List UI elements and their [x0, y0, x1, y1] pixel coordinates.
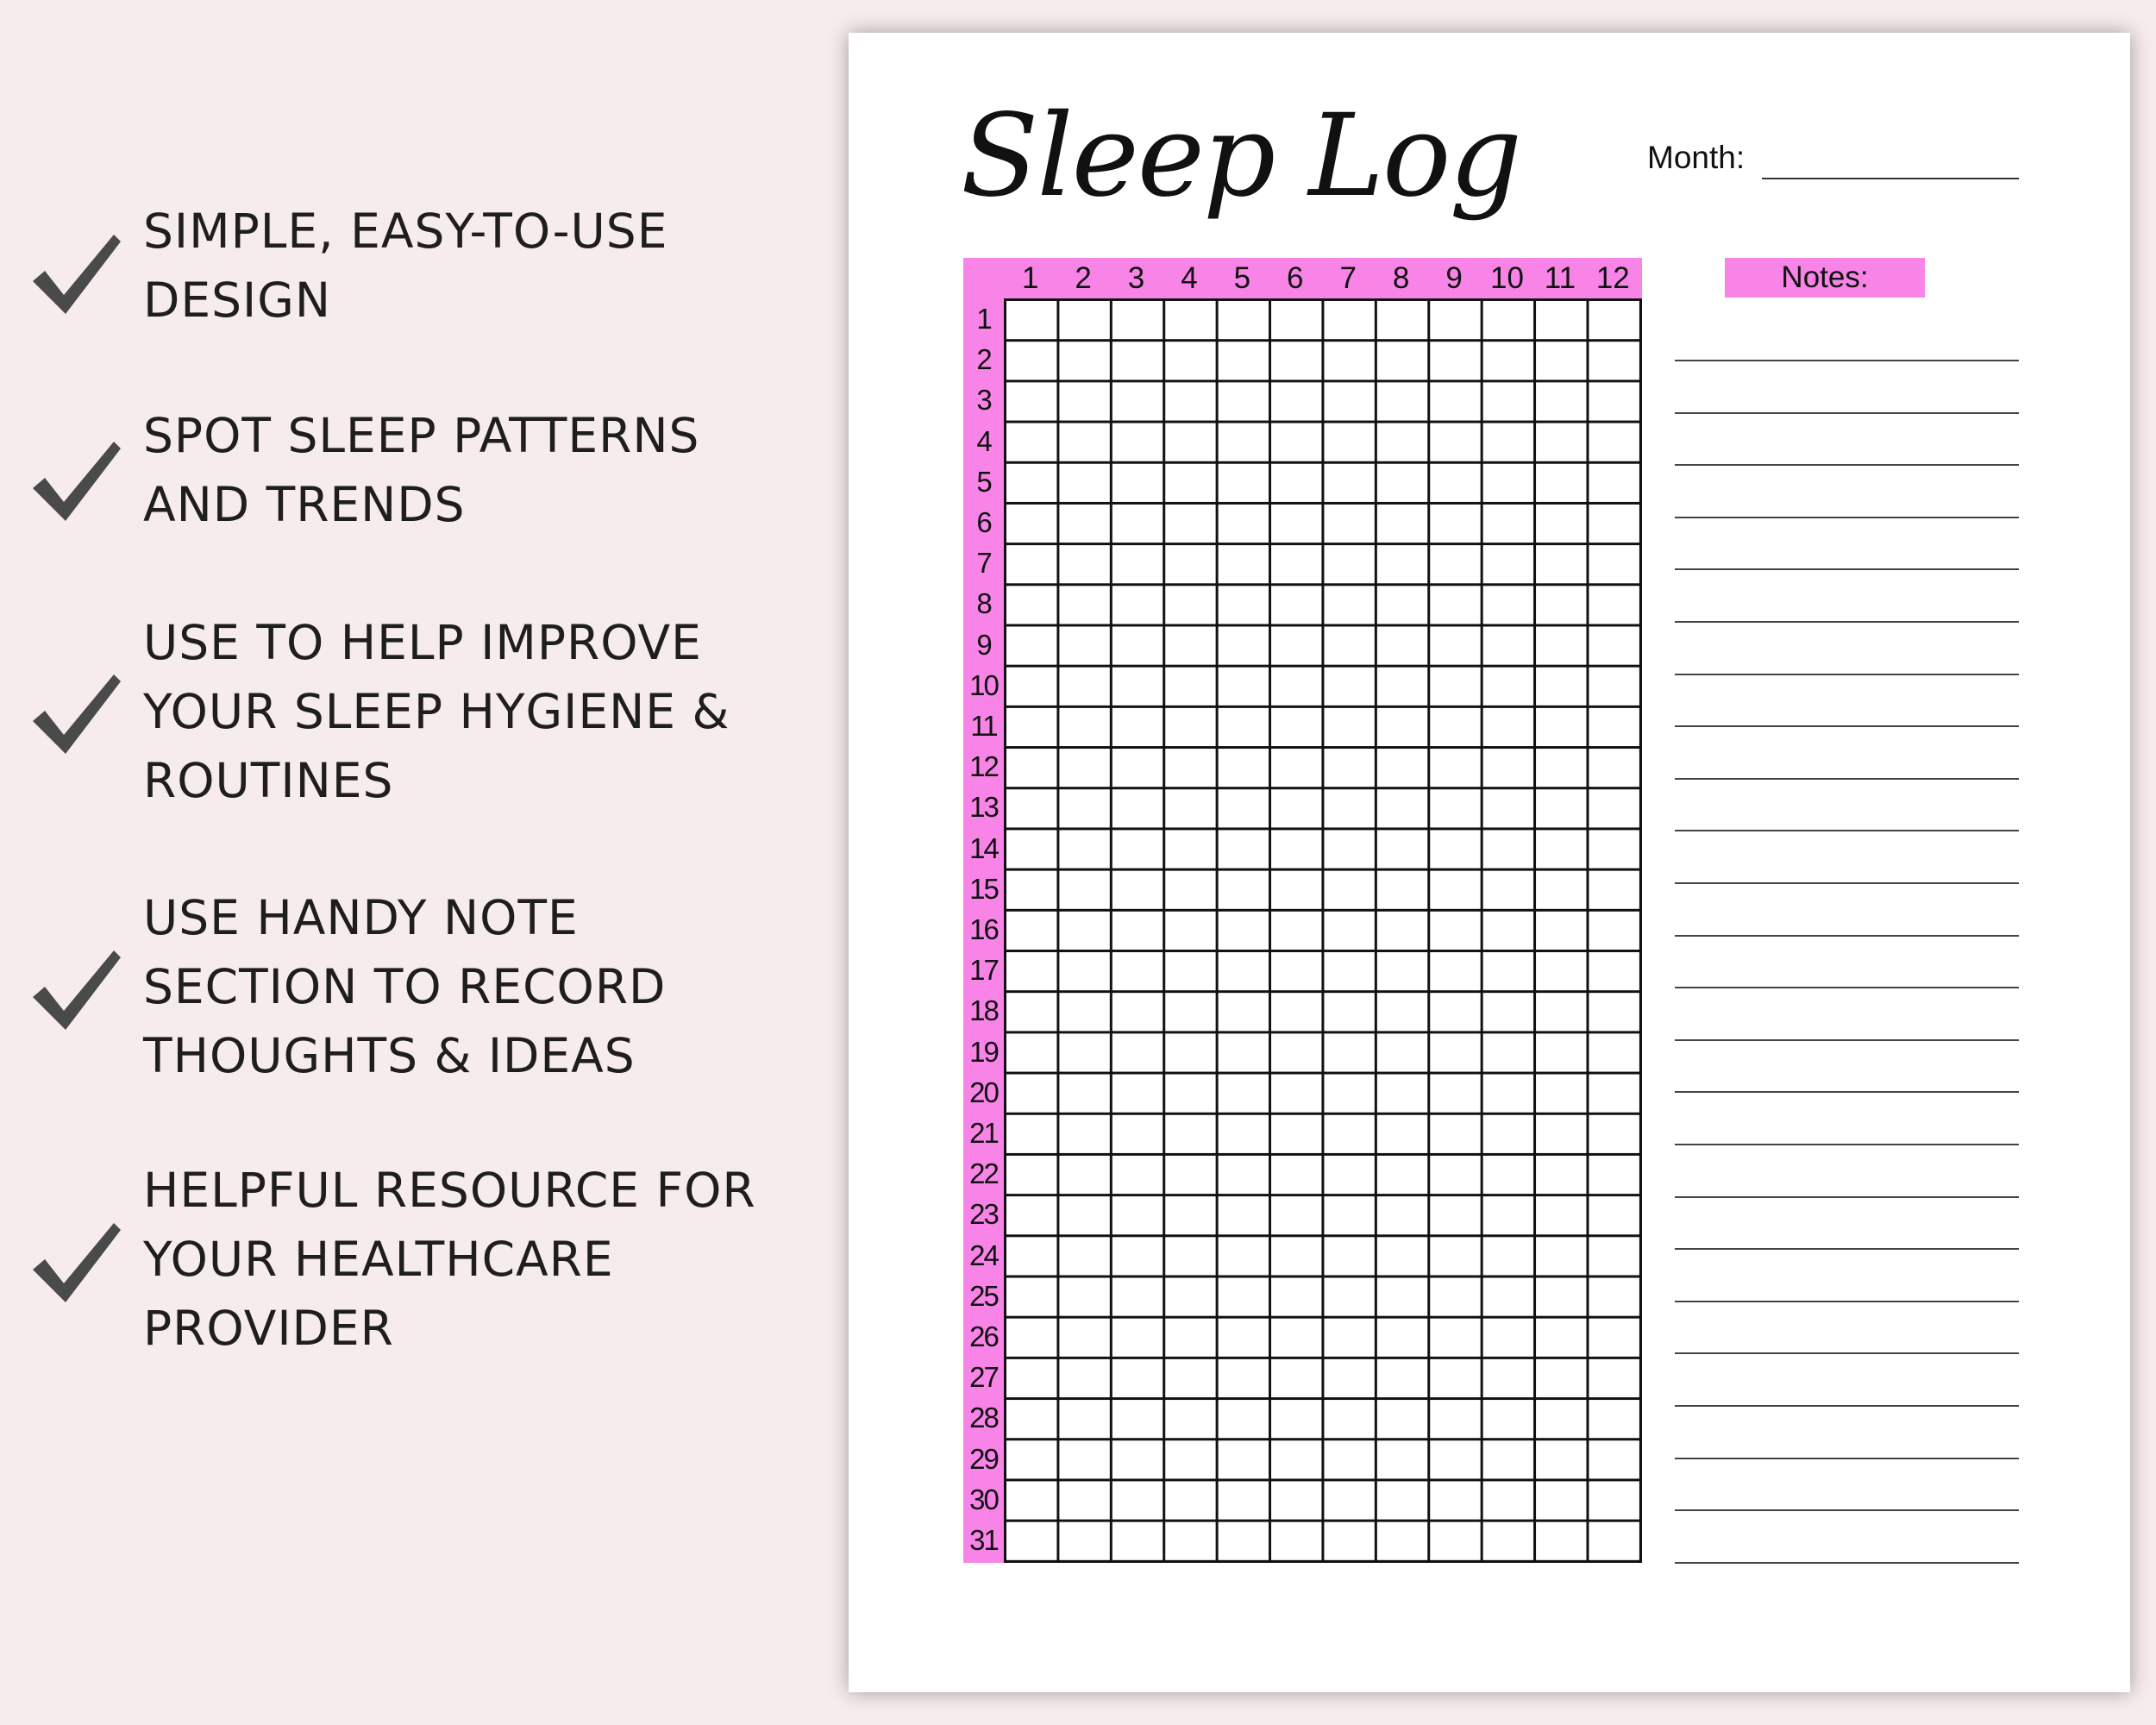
checkmark-icon — [29, 1220, 124, 1306]
note-line — [1675, 1405, 2019, 1407]
grid-row-label: 20 — [969, 1076, 998, 1108]
note-line — [1675, 517, 2019, 518]
note-line — [1675, 674, 2019, 675]
grid-row-label: 25 — [969, 1279, 998, 1312]
grid-column-label: 9 — [1445, 261, 1463, 295]
grid-row-label: 29 — [969, 1442, 998, 1475]
feature-text-line: YOUR HEALTHCARE — [143, 1232, 614, 1287]
grid-row-label: 21 — [969, 1117, 998, 1149]
grid-row-label: 7 — [976, 547, 991, 580]
grid-column-label: 2 — [1075, 261, 1092, 295]
feature-text-line: THOUGHTS & IDEAS — [143, 1028, 636, 1083]
grid-column-label: 5 — [1233, 261, 1251, 295]
grid-row-label: 14 — [969, 831, 998, 864]
feature-text — [143, 401, 833, 539]
grid-row-label: 28 — [969, 1402, 998, 1434]
grid-row-label: 9 — [976, 628, 991, 661]
grid-row-label: 24 — [969, 1239, 998, 1271]
note-line — [1675, 882, 2019, 884]
note-line — [1675, 1301, 2019, 1302]
grid-column-label: 1 — [1021, 261, 1039, 295]
note-line — [1675, 830, 2019, 831]
grid-row-label: 15 — [969, 872, 998, 905]
note-line — [1675, 568, 2019, 570]
note-line — [1675, 778, 2019, 780]
grid-column-label: 10 — [1489, 261, 1524, 295]
grid-row-label: 6 — [976, 506, 991, 538]
grid-row-label: 23 — [969, 1198, 998, 1231]
sleep-grid — [1004, 298, 1642, 1563]
note-line — [1675, 621, 2019, 623]
note-line — [1675, 725, 2019, 727]
grid-row-label: 30 — [969, 1483, 998, 1515]
note-line — [1675, 360, 2019, 361]
feature-text-line: AND TRENDS — [143, 477, 466, 532]
grid-column-label: 6 — [1287, 261, 1304, 295]
page-title: Sleep Log — [961, 90, 1520, 223]
month-label: Month: — [1647, 140, 1745, 175]
feature-text-line: USE TO HELP IMPROVE — [143, 615, 702, 670]
feature-text — [143, 608, 833, 815]
feature-text-line: DESIGN — [143, 273, 331, 328]
checkmark-icon — [29, 671, 124, 757]
grid-row-label: 8 — [976, 587, 991, 620]
feature-text — [143, 883, 833, 1090]
grid-column-label: 11 — [1544, 261, 1576, 295]
grid-column-label: 12 — [1595, 261, 1630, 295]
grid-row-label: 26 — [969, 1320, 998, 1352]
grid-column-label: 8 — [1392, 261, 1410, 295]
feature-text-line: PROVIDER — [143, 1301, 394, 1356]
feature-text — [143, 1156, 833, 1363]
grid-row-label: 10 — [969, 668, 998, 701]
grid-row-label: 1 — [976, 303, 991, 335]
grid-column-label: 3 — [1127, 261, 1145, 295]
grid-row-label: 2 — [976, 343, 991, 376]
grid-row-label: 13 — [969, 791, 998, 824]
grid-row-label: 5 — [976, 465, 991, 498]
feature-text-line: ROUTINES — [143, 753, 394, 808]
grid-row-label: 11 — [970, 710, 997, 742]
checkmark-icon — [29, 438, 124, 524]
note-line — [1675, 464, 2019, 466]
feature-text-line: USE HANDY NOTE — [143, 890, 579, 945]
grid-row-label: 4 — [976, 424, 991, 457]
feature-text-line: SECTION TO RECORD — [143, 959, 667, 1014]
grid-row-label: 12 — [969, 750, 998, 783]
grid-row-label: 3 — [976, 384, 991, 417]
note-line — [1675, 1091, 2019, 1093]
checkmark-icon — [29, 947, 124, 1033]
feature-text-line: HELPFUL RESOURCE FOR — [143, 1163, 756, 1218]
note-line — [1675, 1144, 2019, 1145]
grid-row-label: 17 — [969, 954, 998, 987]
note-line — [1675, 1509, 2019, 1511]
feature-text-line: YOUR SLEEP HYGIENE & — [143, 684, 730, 739]
checkmark-icon — [29, 231, 124, 317]
note-line — [1675, 1248, 2019, 1250]
note-line — [1675, 1458, 2019, 1459]
note-line — [1675, 1562, 2019, 1564]
grid-row-label: 18 — [969, 994, 998, 1027]
feature-text — [143, 197, 833, 335]
note-line — [1675, 935, 2019, 937]
grid-column-label: 4 — [1181, 261, 1198, 295]
note-line — [1675, 412, 2019, 414]
grid-row-label: 31 — [969, 1524, 998, 1556]
notes-header: Notes: — [1725, 258, 1925, 298]
note-line — [1675, 1039, 2019, 1041]
grid-row-label: 16 — [969, 913, 998, 945]
grid-column-label: 7 — [1339, 261, 1357, 295]
note-line — [1675, 987, 2019, 988]
note-line — [1675, 1196, 2019, 1198]
grid-row-label: 22 — [969, 1157, 998, 1190]
feature-text-line: SIMPLE, EASY-TO-USE — [143, 204, 668, 259]
note-line — [1675, 1352, 2019, 1354]
grid-row-label: 27 — [969, 1361, 998, 1394]
feature-text-line: SPOT SLEEP PATTERNS — [143, 408, 700, 463]
grid-row-label: 19 — [969, 1035, 998, 1068]
month-field-line — [1762, 178, 2019, 179]
